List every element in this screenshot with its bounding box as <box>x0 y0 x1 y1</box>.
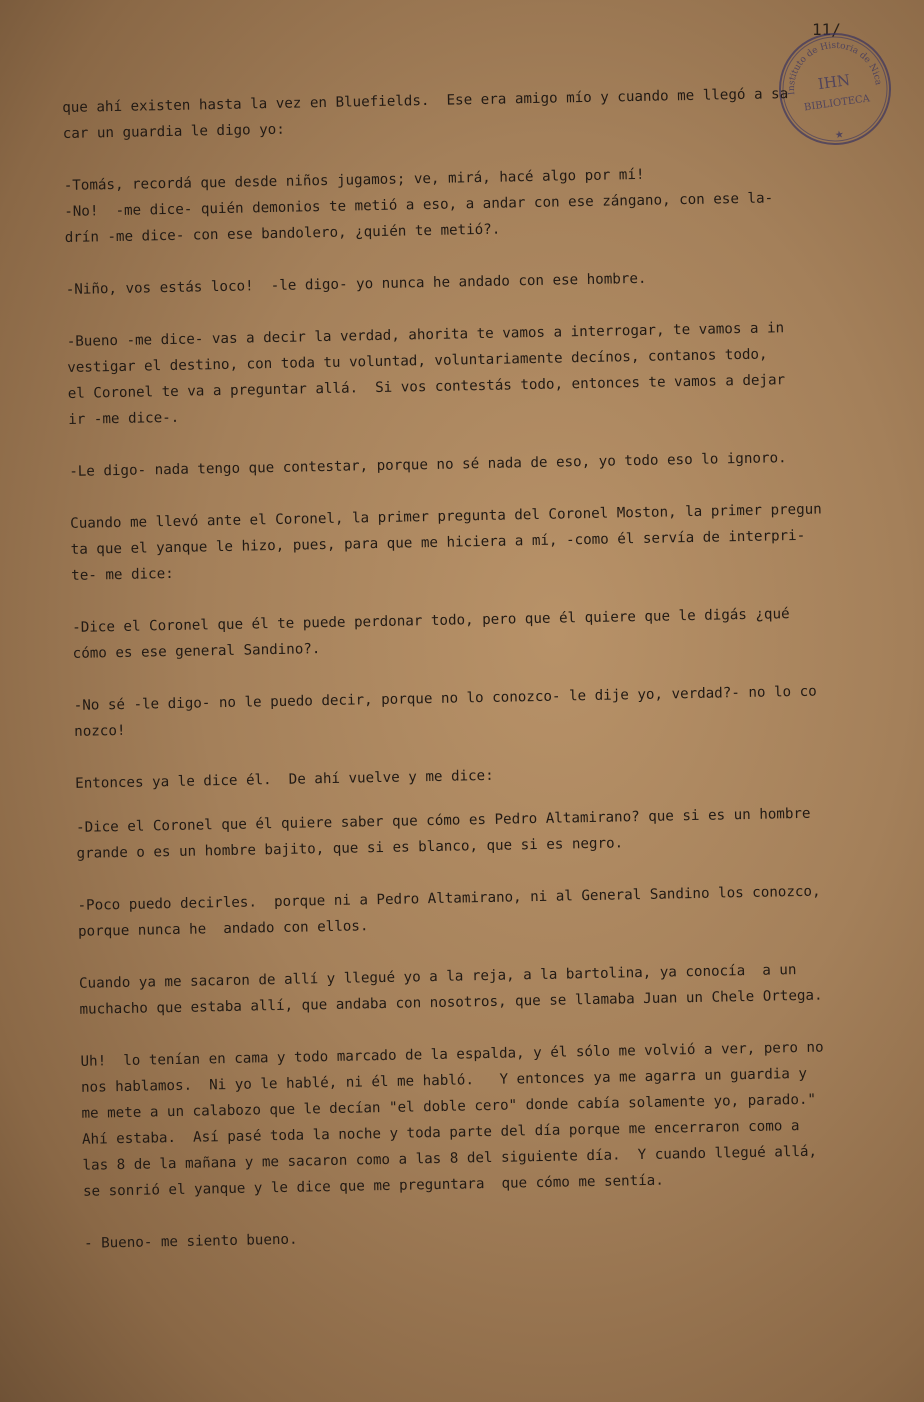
text-line: nos hablamos. Ni yo le hablé, ni él me habló. Y entonces ya me agarra un guardia y <box>80 1065 808 1096</box>
paragraph <box>62 79 893 147</box>
text-line: las 8 de la mañana y me sacaron como a las 8 del siguiente día. Y cuando llegué allá, <box>82 1143 818 1174</box>
text-line: -Poco puedo decirles. porque ni a Pedro Altamirano, ni al General Sandino los conozco, <box>77 883 821 914</box>
text-line: -Niño, vos estás loco! -le digo- yo nunca he andado con ese hombre. <box>65 270 647 298</box>
text-line: muchacho que estaba allí, que andaba con nosotros, que se llamaba Juan un Chele Ortega. <box>79 987 823 1018</box>
paragraph <box>69 443 899 485</box>
text-line: te- me dice: <box>71 565 174 584</box>
paragraph <box>72 599 903 667</box>
page-number: 11/ <box>812 20 841 39</box>
text-line: Ahí estaba. Así pasé toda la noche y toda parte del día porque me encerraron como a <box>81 1118 800 1148</box>
text-line: nozco! <box>74 722 126 740</box>
paragraph <box>80 1033 913 1205</box>
text-line: porque nunca he andado con ellos. <box>77 918 369 940</box>
text-line: -Le digo- nada tengo que contestar, porque no sé nada de eso, yo todo eso lo ignoro. <box>69 450 787 480</box>
text-line: que ahí existen hasta la vez en Bluefields. Ese era amigo mío y cuando me llegó a sa <box>62 86 789 116</box>
paragraph <box>73 677 904 745</box>
text-line: Uh! lo tenían en cama y todo marcado de la espalda, y él sólo me volvió a ver, pero no <box>80 1039 824 1070</box>
text-line: -No sé -le digo- no le puedo decir, porque no lo conozco- le dije yo, verdad?- no lo co <box>73 683 817 714</box>
text-line: car un guardia le digo yo: <box>62 121 285 142</box>
text-line: Cuando ya me sacaron de allí y llegué yo a la reja, a la bartolina, ya conocía a un <box>78 962 797 992</box>
text-line: se sonrió el yanque y le dice que me preguntara que cómo me sentía. <box>82 1172 664 1200</box>
text-line: vestigar el destino, con toda tu voluntad, voluntariamente decínos, contanos todo, <box>67 346 768 376</box>
stamp-center-line1: IHN <box>816 70 852 94</box>
paragraph <box>66 313 898 433</box>
text-line: Entonces ya le dice él. De ahí vuelve y me dice: <box>75 767 494 792</box>
text-line: me mete a un calabozo que le decían "el doble cero" donde cabía solamente yo, parado." <box>81 1091 817 1122</box>
text-line: -Tomás, recordá que desde niños jugamos; ve, mirá, hacé algo por mí! <box>63 166 645 194</box>
paragraph <box>84 1215 914 1257</box>
paragraph <box>63 157 894 251</box>
stamp-star-icon: ★ <box>834 129 845 142</box>
paragraph <box>70 495 901 589</box>
paragraph <box>75 755 905 797</box>
text-line: grande o es un hombre bajito, que si es blanco, que si es negro. <box>76 835 624 862</box>
paragraph <box>65 261 895 303</box>
paragraph <box>79 955 910 1023</box>
text-line: -Dice el Coronel que él te puede perdonar todo, pero que él quiere que le digás ¿qué <box>72 606 790 636</box>
text-line: el Coronel te va a preguntar allá. Si vos contestás todo, entonces te vamos a dejar <box>67 372 786 402</box>
text-line: -Bueno -me dice- vas a decir la verdad, ahorita te vamos a interrogar, te vamos a in <box>66 320 785 350</box>
text-line: Cuando me llevó ante el Coronel, la primer pregunta del Coronel Moston, la primer pregun <box>70 501 822 532</box>
text-line: ta que el yanque le hizo, pues, para que me hiciera a mí, -como él servía de interpri- <box>70 527 806 558</box>
text-line: -No! -me dice- quién demonios te metió a eso, a andar con ese zángano, con ese la- <box>64 190 774 220</box>
text-line: drín -me dice- con ese bandolero, ¿quién te metió?. <box>64 221 501 246</box>
stamp-ring-text: Instituto de Historia de Nicaragua <box>768 31 883 96</box>
paragraph <box>76 799 907 867</box>
text-line: -Dice el Coronel que él quiere saber que cómo es Pedro Altamirano? que si es un hombre <box>75 805 811 836</box>
stamp-center-line2: BIBLIOTECA <box>803 93 871 114</box>
text-line: cómo es ese general Sandino?. <box>72 641 321 662</box>
text-line: ir -me dice-. <box>68 409 180 428</box>
typed-text-body <box>62 79 914 1257</box>
text-line: - Bueno- me siento bueno. <box>83 1231 298 1252</box>
paragraph <box>77 877 908 945</box>
